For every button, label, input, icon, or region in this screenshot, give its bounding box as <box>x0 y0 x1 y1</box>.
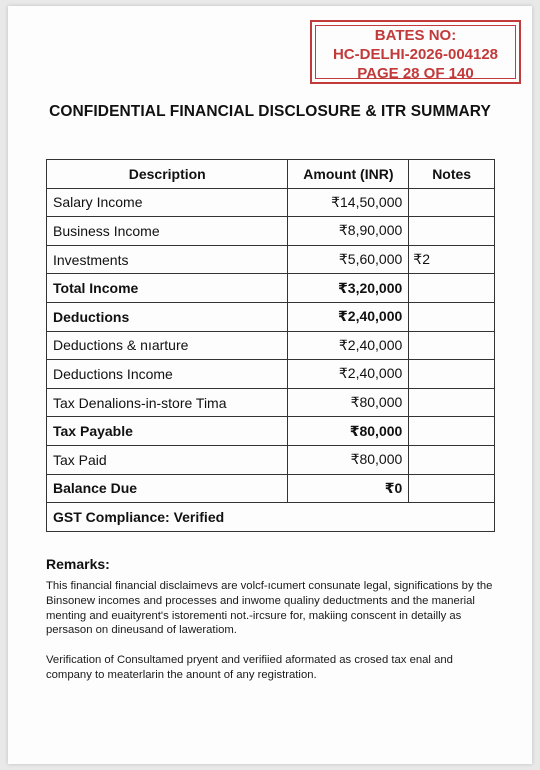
bates-number: HC-DELHI-2026-004128 <box>332 46 499 63</box>
row-description: Deductions <box>47 302 288 331</box>
row-amount: ₹80,000 <box>288 417 409 446</box>
row-amount: ₹2,40,000 <box>288 360 409 389</box>
table-row-total <box>47 302 495 331</box>
row-notes: ₹2 <box>409 245 495 274</box>
table-row-total <box>47 274 495 303</box>
remarks-heading: Remarks: <box>46 556 110 572</box>
row-notes <box>409 188 495 217</box>
row-notes <box>409 360 495 389</box>
row-description: Tax Paid <box>47 445 288 474</box>
row-notes <box>409 474 495 503</box>
table-row <box>47 331 495 360</box>
row-description: Balance Due <box>47 474 288 503</box>
gst-compliance-status: GST Compliance: Verified <box>47 503 495 532</box>
row-description: Investments <box>47 245 288 274</box>
header-description: Description <box>47 160 288 189</box>
document-title: CONFIDENTIAL FINANCIAL DISCLOSURE & ITR SUMMARY <box>49 103 491 120</box>
row-amount: ₹0 <box>288 474 409 503</box>
row-amount: ₹14,50,000 <box>288 188 409 217</box>
row-notes <box>409 445 495 474</box>
row-notes <box>409 274 495 303</box>
row-amount: ₹2,40,000 <box>288 302 409 331</box>
table-header-row <box>47 160 495 189</box>
table-row-total <box>47 474 495 503</box>
bates-stamp <box>310 20 521 84</box>
table-row <box>47 360 495 389</box>
row-amount: ₹3,20,000 <box>288 274 409 303</box>
row-description: Salary Income <box>47 188 288 217</box>
row-amount: ₹80,000 <box>288 445 409 474</box>
table-footer-row <box>47 503 495 532</box>
row-notes <box>409 302 495 331</box>
remarks-paragraph: This financial financial disclaimevs are volcf-ıcumert consunate legal, significations by the Binsonew incomes and processes and inwome qualiny deductments and the manerial menting and euaityrent's istorementi not.-ircsure for, makiing conscent in detailly as persason on dineusand of laweratiom. <box>46 580 493 637</box>
bates-label: BATES NO: <box>374 27 457 44</box>
remarks-paragraph: Verification of Consultamed pryent and verifiied aformated as crosed tax enal and company to meaterlarin the anount of any registration. <box>46 654 453 681</box>
row-notes <box>409 331 495 360</box>
row-notes <box>409 388 495 417</box>
row-description: Total Income <box>47 274 288 303</box>
row-notes <box>409 217 495 246</box>
table-row <box>47 217 495 246</box>
row-description: Deductions Income <box>47 360 288 389</box>
row-amount: ₹80,000 <box>288 388 409 417</box>
header-notes: Notes <box>409 160 495 189</box>
bates-page: PAGE 28 OF 140 <box>357 65 474 82</box>
table-row <box>47 388 495 417</box>
table-row <box>47 445 495 474</box>
row-description: Deductions & nıarture <box>47 331 288 360</box>
row-description: Tax Denalions-in-store Tima <box>47 388 288 417</box>
row-amount: ₹2,40,000 <box>288 331 409 360</box>
financial-summary-table <box>46 159 495 532</box>
header-amount: Amount (INR) <box>288 160 409 189</box>
table-row <box>47 188 495 217</box>
table-row-total <box>47 417 495 446</box>
row-description: Business Income <box>47 217 288 246</box>
table-row <box>47 245 495 274</box>
row-amount: ₹8,90,000 <box>288 217 409 246</box>
row-amount: ₹5,60,000 <box>288 245 409 274</box>
row-description: Tax Payable <box>47 417 288 446</box>
row-notes <box>409 417 495 446</box>
